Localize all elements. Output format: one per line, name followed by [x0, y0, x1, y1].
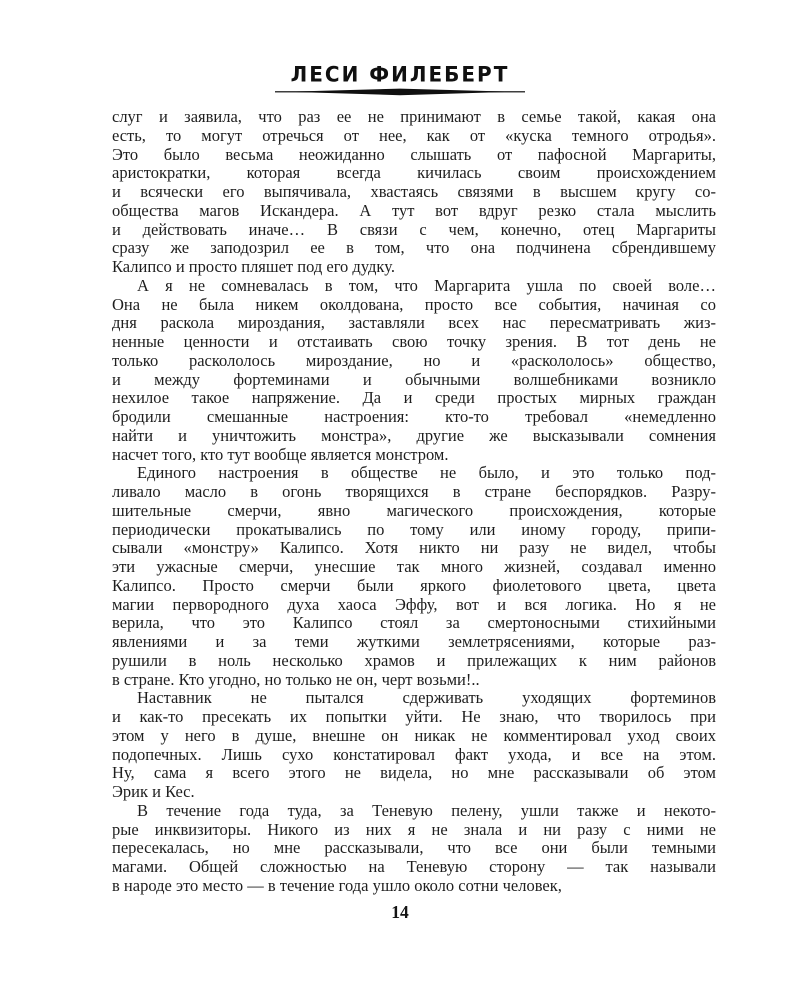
text-line: явлениями и за теми жуткими землетрясениями, которые раз-: [112, 632, 716, 651]
text-line: рушили в ноль несколько храмов и прилежащих к ним районов: [112, 650, 716, 670]
text-line: А я не сомневалась в том, что Маргарита ушла по своей воле…: [137, 275, 716, 295]
text-line: насчет того, кто тут вообще является монстром.: [112, 444, 449, 464]
text-line: в стране. Кто угодно, но только не он, черт возьми!..: [112, 669, 480, 689]
text-line: есть, то могут отречься от нее, как от «куска темного отродья».: [112, 125, 716, 145]
body-text: [112, 108, 716, 896]
text-line: рые инквизиторы. Никого из них я не знала и ни разу с ними не: [112, 819, 716, 839]
text-line: Это было весьма неожиданно слышать от пафосной Маргариты,: [112, 144, 716, 164]
running-header-title: ЛЕСИ ФИЛЕБЕРТ: [290, 61, 510, 87]
text-line: и всячески его выпячивала, хвастаясь связями в высшем кругу со-: [112, 182, 716, 201]
text-line: сразу же заподозрил ее в том, что она подчинена сбрендившему: [112, 238, 716, 258]
text-line: верила, что это Калипсо стоял за смертоносными стихийными: [112, 613, 716, 633]
text-line: в народе это место — в течение года ушло около сотни человек,: [112, 875, 562, 895]
text-line: общества магов Искандера. А тут вот вдруг резко стала мыслить: [112, 200, 716, 220]
text-line: бродили смешанные настроения: кто-то требовал «немедленно: [112, 407, 716, 426]
text-line: шительные смерчи, явно магического происхождения, которые: [112, 500, 716, 520]
text-line: пересекалась, но мне рассказывали, что все они были темными: [112, 838, 716, 858]
text-line: Наставник не пытался сдерживать уходящих фортеминов: [137, 688, 716, 708]
text-line: периодически прокатывались по тому или иному городу, припи-: [112, 519, 716, 539]
text-line: Калипсо и просто пляшет под его дудку.: [112, 257, 395, 276]
divider-ornament-icon: [275, 87, 525, 97]
text-line: слуг и заявила, что раз ее не принимают в семье такой, какая она: [112, 107, 716, 126]
text-line: сывали «монстру» Калипсо. Хотя никто ни разу не видел, чтобы: [112, 538, 716, 558]
page-number: 14: [391, 902, 409, 922]
text-line: ненные ценности и отстаивать свою точку зрения. В тот день не: [112, 332, 716, 351]
text-line: нехилое такое напряжение. Да и среди простых мирных граждан: [112, 388, 716, 408]
text-line: дня раскола мироздания, заставляли всех нас пересматривать жиз-: [112, 313, 716, 333]
text-line: эти ужасные смерчи, унесшие так много жизней, создавал именно: [112, 557, 716, 576]
text-line: Ну, сама я всего этого не видела, но мне рассказывали об этом: [112, 763, 716, 783]
text-line: подопечных. Лишь сухо констатировал факт ухода, и все на этом.: [112, 744, 716, 764]
text-line: Она не была никем околдована, просто все события, начиная со: [112, 294, 716, 314]
text-line: найти и уничтожить монстра», другие же высказывали сомнения: [112, 425, 716, 445]
text-line: В течение года туда, за Теневую пелену, ушли также и некото-: [137, 800, 716, 820]
text-line: и как-то пресекать их попытки уйти. Не знаю, что творилось при: [112, 707, 716, 726]
text-line: ливало масло в огонь творящихся в стране беспорядков. Разру-: [112, 482, 716, 501]
text-line: Эрик и Кес.: [112, 782, 195, 801]
header-divider-ornament: [0, 87, 800, 97]
text-line: этом у него в душе, внешне он никак не комментировал уход своих: [112, 725, 716, 745]
text-line: Калипсо. Просто смерчи были яркого фиолетового цвета, цвета: [112, 575, 716, 595]
text-line: Единого настроения в обществе не было, и это только под-: [137, 463, 716, 483]
text-line: и действовать иначе… В связи с чем, конечно, отец Маргариты: [112, 219, 716, 239]
text-line: магами. Общей сложностью на Теневую сторону — так называли: [112, 857, 716, 876]
text-line: только раскололось мироздание, но и «раскололось» общество,: [112, 350, 716, 370]
text-line: и между фортеминами и обычными волшебниками возникло: [112, 369, 716, 389]
text-line: магии первородного духа хаоса Эффу, вот и вся логика. Но я не: [112, 594, 716, 614]
text-line: аристократки, которая всегда кичилась своим происхождением: [112, 163, 716, 183]
